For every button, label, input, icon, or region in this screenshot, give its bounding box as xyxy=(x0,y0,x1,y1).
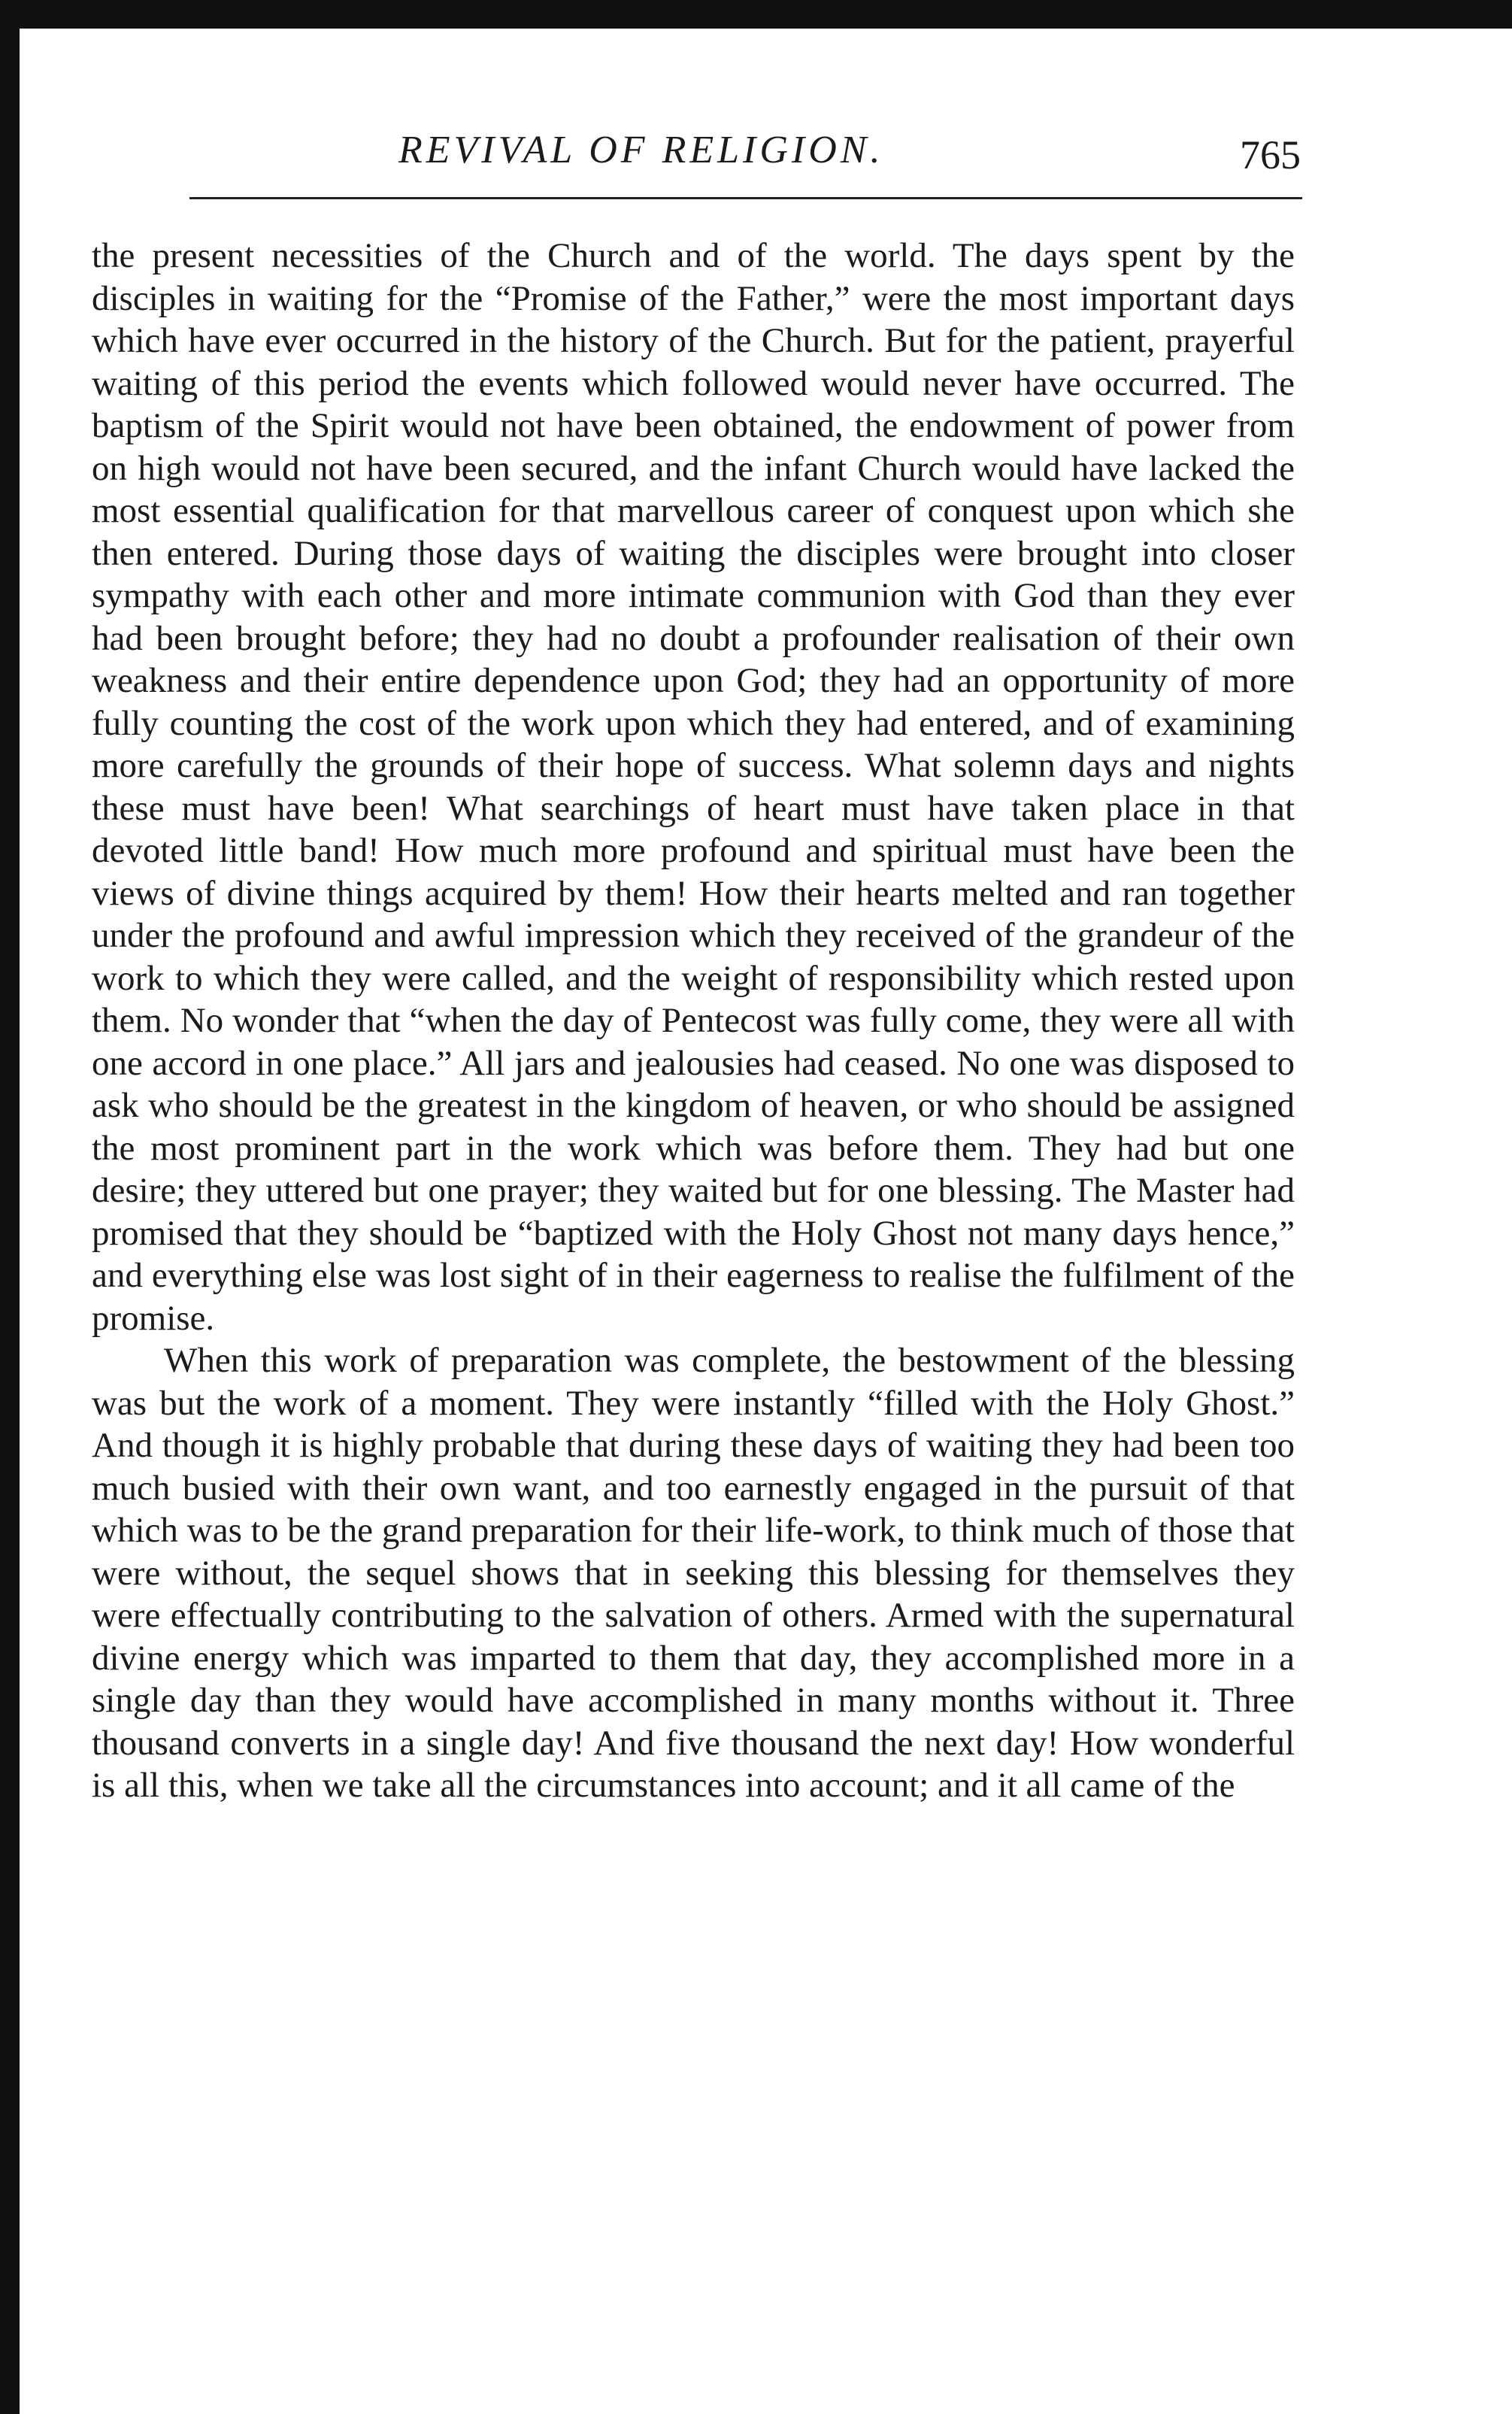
top-border-rule xyxy=(0,0,1512,29)
running-title: REVIVAL OF RELIGION. xyxy=(398,129,884,171)
paragraph-2: When this work of preparation was complete, the bestowment of the blessing was but the work of a moment. They were instantly “filled with the Holy Ghost.” And though it is highly probable that during these days of waiting they had been too much busied with their own want, and too earnestly engaged in the pursuit of that which was to be the grand preparation for their life-work, to think much of those that were without, the sequel shows that in seeking this blessing for themselves they were effectually contributing to the salvation of others. Armed with the supernatural divine energy which was imparted to them that day, they accomplished more in a single day than they would have accomplished in many months without it. Three thousand converts in a single day! And five thousand the next day! How wonderful is all this, when we take all the circumstances into account; and it all came of the xyxy=(92,1341,1295,1805)
paragraph-1: the present necessities of the Church and of the world. The days spent by the disciples in waiting for the “Promise of the Father,” were the most important days which have ever occurred in the history of the Church. But for the patient, prayerful waiting of this period the events which followed would never have occurred. The baptism of the Spirit would not have been obtained, the endowment of power from on high would not have been secured, and the infant Church would have lacked the most essential qualification for that marvellous career of conquest upon which she then entered. During those days of waiting the disciples were brought into closer sympathy with each other and more intimate communion with God than they ever had been brought before; they had no doubt a profounder realisation of their own weakness and their entire dependence upon God; they had an opportunity of more fully counting the cost of the work upon which they had entered, and of examining more carefully the grounds of their hope of success. What solemn days and nights these must have been! What searchings of heart must have taken place in that devoted little band! How much more profound and spiritual must have been the views of divine things acquired by them! How their hearts melted and ran together under the profound and awful impression which they received of the grandeur of the work to which they were called, and the weight of responsibility which rested upon them. No wonder that “when the day of Pentecost was fully come, they were all with one accord in one place.” All jars and jealousies had ceased. No one was disposed to ask who should be the greatest in the kingdom of heaven, or who should be assigned the most prominent part in the work which was before them. They had but one desire; they uttered but one prayer; they waited but for one blessing. The Master had promised that they should be “baptized with the Holy Ghost not many days hence,” and everything else was lost sight of in their eagerness to realise the fulfilment of the promise. xyxy=(92,236,1295,1338)
page-number: 765 xyxy=(1240,132,1301,177)
body-text xyxy=(92,235,1295,1807)
page-header xyxy=(188,120,1301,180)
header-rule xyxy=(189,197,1302,199)
left-border-rule xyxy=(0,0,20,2414)
